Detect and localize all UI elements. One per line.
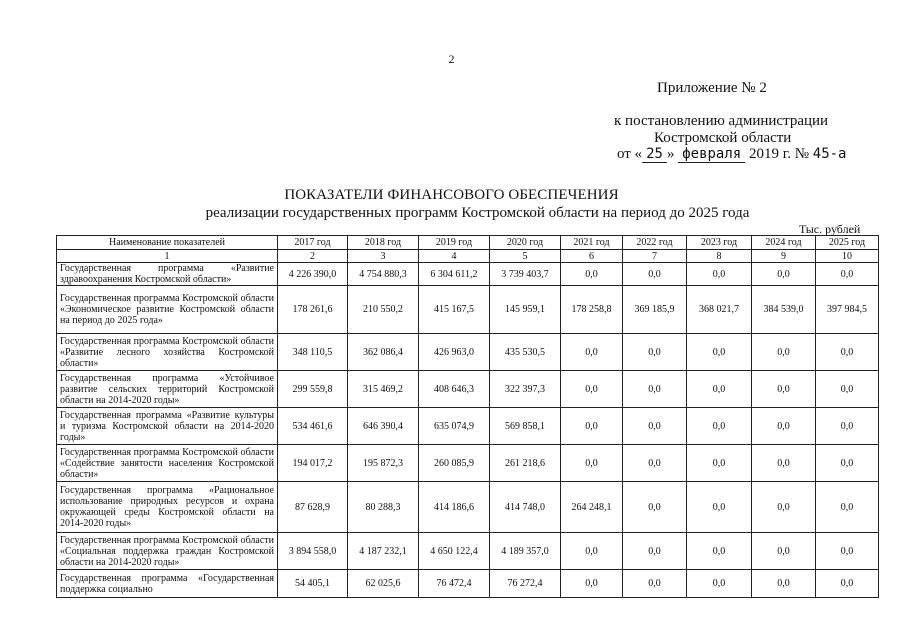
value-cell: 569 858,1 <box>490 408 561 445</box>
index-cell: 3 <box>348 250 419 263</box>
table-row <box>57 570 879 598</box>
value-cell: 0,0 <box>816 263 879 286</box>
program-name-cell: Государственная программа Костромской области «Содействие занятости населения Костромской области» <box>57 445 278 482</box>
value-cell: 299 559,8 <box>278 371 348 408</box>
program-name-cell: Государственная программа «Рациональное использование природных ресурсов и охрана окружающей среды Костромской области на 2014-2020 годы» <box>57 482 278 533</box>
decree-date-line <box>617 146 846 163</box>
value-cell: 0,0 <box>687 445 752 482</box>
value-cell: 369 185,9 <box>623 286 687 334</box>
value-cell: 3 739 403,7 <box>490 263 561 286</box>
table-row <box>57 445 879 482</box>
value-cell: 76 272,4 <box>490 570 561 598</box>
value-cell: 264 248,1 <box>561 482 623 533</box>
decree-day: 25 <box>642 147 667 163</box>
value-cell: 0,0 <box>752 533 816 570</box>
value-cell: 348 110,5 <box>278 334 348 371</box>
page-number: 2 <box>448 52 455 66</box>
value-cell: 4 226 390,0 <box>278 263 348 286</box>
value-cell: 0,0 <box>816 334 879 371</box>
value-cell: 0,0 <box>816 371 879 408</box>
value-cell: 0,0 <box>687 408 752 445</box>
value-cell: 0,0 <box>623 334 687 371</box>
value-cell: 3 894 558,0 <box>278 533 348 570</box>
value-cell: 0,0 <box>752 570 816 598</box>
col-header-2024: 2024 год <box>752 236 816 250</box>
col-header-2023: 2023 год <box>687 236 752 250</box>
value-cell: 415 167,5 <box>419 286 490 334</box>
value-cell: 362 086,4 <box>348 334 419 371</box>
value-cell: 0,0 <box>752 334 816 371</box>
value-cell: 0,0 <box>561 371 623 408</box>
value-cell: 0,0 <box>687 533 752 570</box>
value-cell: 178 261,6 <box>278 286 348 334</box>
value-cell: 0,0 <box>623 263 687 286</box>
value-cell: 0,0 <box>623 570 687 598</box>
appendix-label: Приложение № 2 <box>657 80 767 96</box>
program-name-cell: Государственная программа Костромской области «Социальная поддержка граждан Костромской области на 2014-2020 годы» <box>57 533 278 570</box>
table-row <box>57 482 879 533</box>
index-cell: 8 <box>687 250 752 263</box>
value-cell: 87 628,9 <box>278 482 348 533</box>
table-row <box>57 334 879 371</box>
decree-year: 2019 г. № <box>748 146 810 162</box>
program-name-cell: Государственная программа Костромской области «Экономическое развитие Костромской области на период до 2025 года» <box>57 286 278 334</box>
col-header-name: Наименование показателей <box>57 236 278 250</box>
value-cell: 0,0 <box>752 263 816 286</box>
value-cell: 0,0 <box>561 334 623 371</box>
index-cell: 1 <box>57 250 278 263</box>
index-cell: 4 <box>419 250 490 263</box>
value-cell: 315 469,2 <box>348 371 419 408</box>
col-header-2017: 2017 год <box>278 236 348 250</box>
value-cell: 0,0 <box>561 263 623 286</box>
value-cell: 0,0 <box>561 570 623 598</box>
value-cell: 435 530,5 <box>490 334 561 371</box>
program-name-cell: Государственная программа Костромской области «Развитие лесного хозяйства Костромской области» <box>57 334 278 371</box>
col-header-2018: 2018 год <box>348 236 419 250</box>
value-cell: 414 748,0 <box>490 482 561 533</box>
index-cell: 5 <box>490 250 561 263</box>
index-row <box>57 250 879 263</box>
value-cell: 4 189 357,0 <box>490 533 561 570</box>
value-cell: 646 390,4 <box>348 408 419 445</box>
index-cell: 6 <box>561 250 623 263</box>
decree-number: 45-а <box>812 146 847 162</box>
table-row <box>57 371 879 408</box>
header-row <box>57 236 879 250</box>
index-cell: 10 <box>816 250 879 263</box>
program-name-cell: Государственная программа «Развитие здравоохранения Костромской области» <box>57 263 278 286</box>
value-cell: 54 405,1 <box>278 570 348 598</box>
value-cell: 210 550,2 <box>348 286 419 334</box>
value-cell: 0,0 <box>816 533 879 570</box>
table-row <box>57 408 879 445</box>
index-cell: 7 <box>623 250 687 263</box>
value-cell: 397 984,5 <box>816 286 879 334</box>
index-cell: 2 <box>278 250 348 263</box>
value-cell: 261 218,6 <box>490 445 561 482</box>
value-cell: 408 646,3 <box>419 371 490 408</box>
program-name-cell: Государственная программа «Устойчивое развитие сельских территорий Костромской области на 2014-2020 годы» <box>57 371 278 408</box>
decree-prefix: от « <box>617 146 643 162</box>
index-cell: 9 <box>752 250 816 263</box>
col-header-2025: 2025 год <box>816 236 879 250</box>
decree-month: февраля <box>678 147 745 163</box>
value-cell: 322 397,3 <box>490 371 561 408</box>
value-cell: 76 472,4 <box>419 570 490 598</box>
value-cell: 0,0 <box>687 263 752 286</box>
table-row <box>57 533 879 570</box>
table-row <box>57 286 879 334</box>
document-subtitle: реализации государственных программ Костромской области на период до 2025 года <box>205 205 750 221</box>
value-cell: 0,0 <box>623 482 687 533</box>
value-cell: 635 074,9 <box>419 408 490 445</box>
value-cell: 0,0 <box>561 533 623 570</box>
value-cell: 0,0 <box>561 408 623 445</box>
value-cell: 368 021,7 <box>687 286 752 334</box>
value-cell: 0,0 <box>687 570 752 598</box>
value-cell: 0,0 <box>687 482 752 533</box>
value-cell: 0,0 <box>687 334 752 371</box>
units-label: Тыс. рублей <box>799 222 861 236</box>
value-cell: 62 025,6 <box>348 570 419 598</box>
value-cell: 0,0 <box>752 445 816 482</box>
value-cell: 0,0 <box>623 408 687 445</box>
value-cell: 384 539,0 <box>752 286 816 334</box>
value-cell: 195 872,3 <box>348 445 419 482</box>
value-cell: 0,0 <box>816 482 879 533</box>
value-cell: 0,0 <box>752 482 816 533</box>
value-cell: 0,0 <box>752 371 816 408</box>
value-cell: 4 754 880,3 <box>348 263 419 286</box>
value-cell: 145 959,1 <box>490 286 561 334</box>
document-title: ПОКАЗАТЕЛИ ФИНАНСОВОГО ОБЕСПЕЧЕНИЯ <box>284 187 619 203</box>
value-cell: 0,0 <box>623 445 687 482</box>
value-cell: 4 650 122,4 <box>419 533 490 570</box>
decree-mid: » <box>666 146 675 162</box>
value-cell: 0,0 <box>623 533 687 570</box>
decree-line-2: Костромской области <box>654 130 792 146</box>
value-cell: 0,0 <box>752 408 816 445</box>
decree-line-1: к постановлению администрации <box>614 113 829 129</box>
value-cell: 414 186,6 <box>419 482 490 533</box>
value-cell: 6 304 611,2 <box>419 263 490 286</box>
value-cell: 260 085,9 <box>419 445 490 482</box>
col-header-2019: 2019 год <box>419 236 490 250</box>
value-cell: 178 258,8 <box>561 286 623 334</box>
financing-table <box>56 235 879 598</box>
value-cell: 0,0 <box>816 445 879 482</box>
col-header-2020: 2020 год <box>490 236 561 250</box>
value-cell: 0,0 <box>816 570 879 598</box>
col-header-2021: 2021 год <box>561 236 623 250</box>
value-cell: 80 288,3 <box>348 482 419 533</box>
value-cell: 0,0 <box>687 371 752 408</box>
program-name-cell: Государственная программа «Государственная поддержка социально <box>57 570 278 598</box>
program-name-cell: Государственная программа «Развитие культуры и туризма Костромской области на 2014-2020 годы» <box>57 408 278 445</box>
table-row <box>57 263 879 286</box>
value-cell: 194 017,2 <box>278 445 348 482</box>
value-cell: 0,0 <box>623 371 687 408</box>
value-cell: 0,0 <box>561 445 623 482</box>
value-cell: 4 187 232,1 <box>348 533 419 570</box>
value-cell: 426 963,0 <box>419 334 490 371</box>
value-cell: 0,0 <box>816 408 879 445</box>
value-cell: 534 461,6 <box>278 408 348 445</box>
col-header-2022: 2022 год <box>623 236 687 250</box>
